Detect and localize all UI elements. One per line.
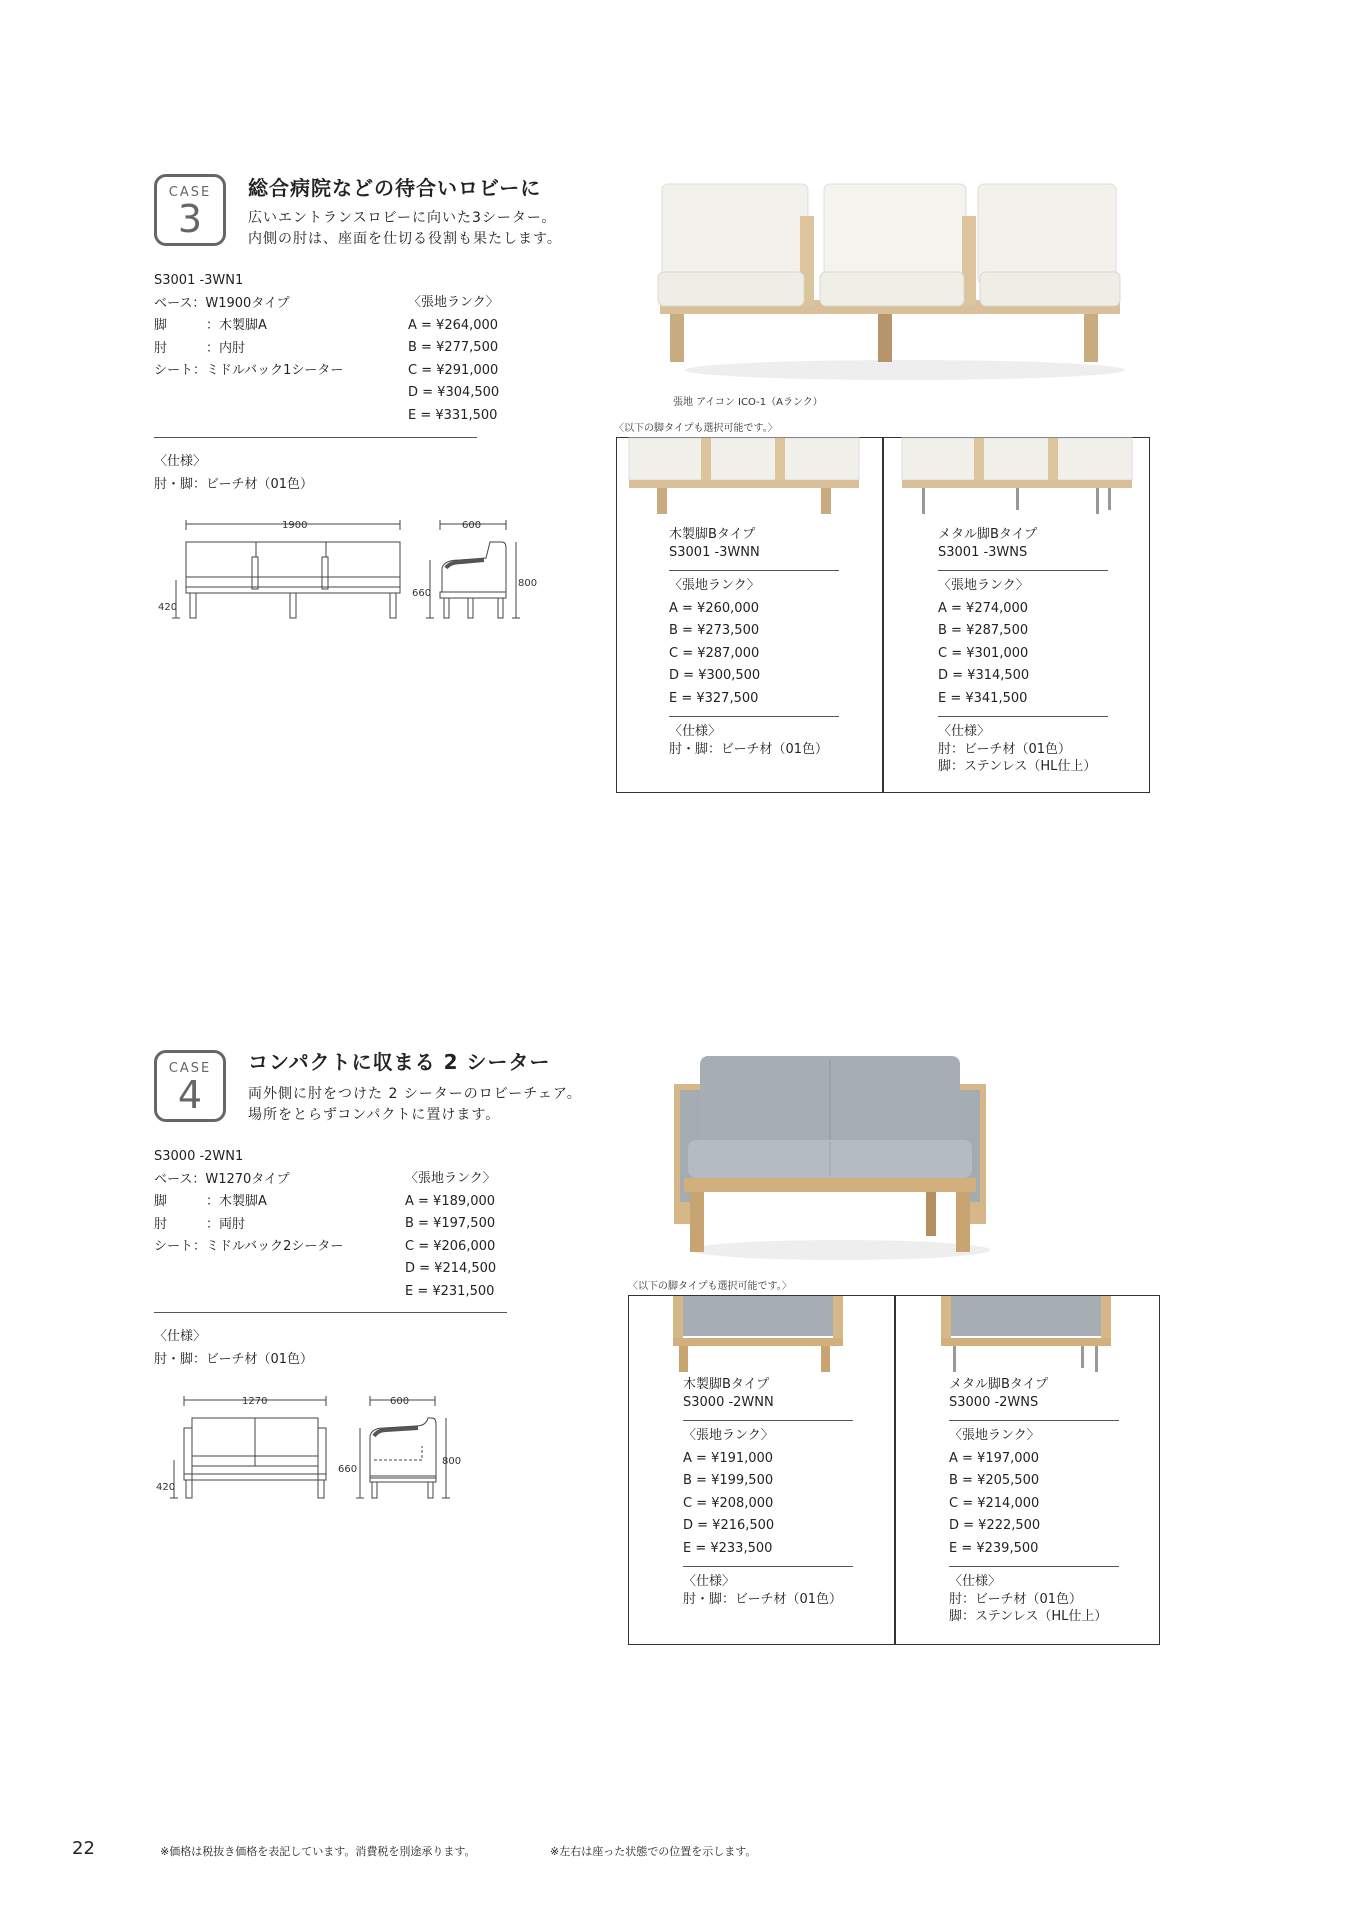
dim-seat-height: 420 (158, 602, 178, 613)
shiyou-text: 脚：ステンレス（HL仕上） (949, 1609, 1108, 1624)
case4-shiyou (154, 1326, 313, 1371)
rank-price: E = ¥331,500 (408, 407, 498, 423)
case-label: CASE (168, 185, 212, 200)
spec-value: 両肘 (219, 1216, 246, 1232)
shiyou-text: 肘・脚：ビーチ材（01色） (154, 1351, 314, 1367)
spec-key: 脚 (154, 318, 168, 333)
spec-row: 肘 ：両肘 (154, 1214, 343, 1237)
divider (949, 1420, 1119, 1421)
option-metal-leg-b (949, 1374, 1119, 1629)
case3-spec-list (154, 270, 343, 383)
shiyou-text: 肘・脚：ビーチ材（01色） (669, 741, 829, 757)
metal-leg-b-photo (902, 438, 1132, 518)
option-type: メタル脚Bタイプ (949, 1377, 1049, 1392)
spec-value: W1270タイプ (205, 1171, 290, 1187)
rank-price: E = ¥239,500 (949, 1540, 1039, 1556)
rank-title: 〈張地ランク〉 (683, 1428, 774, 1443)
case4-badge (154, 1050, 226, 1122)
case3-options-box (616, 437, 1150, 793)
dim-arm-height: 660 (412, 588, 432, 599)
shiyou-text: 肘・脚：ビーチ材（01色） (683, 1591, 843, 1607)
case4-spec-list (154, 1146, 343, 1259)
case4-product-photo (660, 1044, 1000, 1266)
divider (669, 570, 839, 571)
case4-description (248, 1084, 582, 1126)
rank-price: A = ¥191,000 (683, 1450, 774, 1466)
option-model: S3000 -2WNN (683, 1394, 774, 1410)
case4-dimension-drawing (150, 1388, 480, 1518)
option-model: S3001 -3WNS (938, 544, 1028, 560)
rank-title: 〈張地ランク〉 (408, 295, 499, 310)
desc-line: 内側の肘は、座面を仕切る役割も果たします。 (248, 231, 562, 247)
column-divider (882, 438, 884, 792)
dim-depth: 600 (390, 1396, 410, 1407)
spec-row: 肘 ：内肘 (154, 338, 343, 361)
divider (938, 716, 1108, 717)
rank-price: D = ¥314,500 (938, 668, 1030, 683)
divider (154, 437, 477, 438)
dim-width: 1900 (282, 520, 308, 531)
rank-title: 〈張地ランク〉 (949, 1428, 1040, 1443)
metal-leg-b-photo (941, 1296, 1111, 1376)
dim-height: 800 (442, 1456, 462, 1467)
shiyou-title: 〈仕様〉 (154, 454, 207, 469)
case-number: 3 (177, 197, 203, 241)
case4-rank-list (405, 1168, 496, 1303)
case-number: 4 (177, 1073, 203, 1117)
spec-row: 脚 ：木製脚A (154, 1191, 343, 1214)
rank-price: D = ¥216,500 (683, 1518, 775, 1533)
rank-price: B = ¥287,500 (938, 623, 1029, 638)
case3-product-photo (640, 170, 1140, 390)
rank-price: C = ¥287,000 (669, 645, 760, 661)
case3-shiyou (154, 451, 313, 496)
page-number: 22 (72, 1838, 95, 1859)
rank-price: C = ¥214,000 (949, 1495, 1040, 1511)
case3-dimension-drawing (150, 512, 538, 642)
rank-price: E = ¥341,500 (938, 690, 1028, 706)
rank-price: A = ¥264,000 (408, 317, 499, 333)
spec-key: 肘 (154, 340, 168, 356)
desc-line: 広いエントランスロビーに向いた3シーター。 (248, 210, 557, 226)
dim-height: 800 (518, 578, 538, 589)
option-model: S3000 -2WNS (949, 1394, 1039, 1410)
spec-value: 木製脚A (219, 1194, 267, 1209)
spec-key: シート (154, 1239, 194, 1254)
rank-price: A = ¥189,000 (405, 1193, 496, 1209)
spec-row: シート：ミドルバック1シーター (154, 363, 344, 378)
option-wood-leg-b (669, 524, 839, 761)
rank-price: C = ¥301,000 (938, 645, 1029, 661)
rank-price: B = ¥197,500 (405, 1216, 496, 1231)
rank-price: C = ¥291,000 (408, 362, 499, 378)
case-label: CASE (168, 1061, 212, 1076)
option-type: メタル脚Bタイプ (938, 527, 1038, 542)
rank-price: C = ¥206,000 (405, 1238, 496, 1254)
wood-leg-b-photo (629, 438, 859, 518)
model-number: S3001 -3WN1 (154, 273, 244, 288)
spec-value: ミドルバック1シーター (206, 363, 344, 378)
footer-note-tax: ※価格は税抜き価格を表記しています。消費税を別途承ります。 (160, 1845, 476, 1858)
spec-key: ベース (154, 1171, 193, 1187)
option-type: 木製脚Bタイプ (683, 1377, 770, 1392)
photo-caption: 張地 アイコン ICO-1（Aランク） (673, 397, 823, 408)
spec-row: ベース：W1900タイプ (154, 295, 290, 311)
rank-price: B = ¥199,500 (683, 1473, 774, 1488)
options-note: 〈以下の脚タイプも選択可能です。〉 (614, 423, 778, 434)
spec-value: 内肘 (219, 340, 246, 356)
rank-price: E = ¥231,500 (405, 1283, 495, 1299)
divider (949, 1566, 1119, 1567)
spec-row: ベース：W1270タイプ (154, 1171, 290, 1187)
case4-title: コンパクトに収まる 2 シーター (248, 1050, 551, 1074)
model-number: S3000 -2WN1 (154, 1149, 244, 1164)
rank-price: D = ¥300,500 (669, 668, 761, 683)
rank-price: D = ¥222,500 (949, 1518, 1041, 1533)
spec-value: 木製脚A (219, 318, 267, 333)
shiyou-title: 〈仕様〉 (683, 1574, 736, 1589)
rank-title: 〈張地ランク〉 (938, 578, 1029, 593)
shiyou-text: 肘：ビーチ材（01色） (949, 1591, 1083, 1607)
rank-title: 〈張地ランク〉 (669, 578, 760, 593)
spec-row: シート：ミドルバック2シーター (154, 1239, 344, 1254)
shiyou-title: 〈仕様〉 (949, 1574, 1002, 1589)
spec-key: 肘 (154, 1216, 168, 1232)
column-divider (894, 1296, 896, 1644)
shiyou-title: 〈仕様〉 (938, 724, 991, 739)
rank-price: E = ¥327,500 (669, 690, 759, 706)
rank-price: D = ¥304,500 (408, 385, 500, 400)
desc-line: 両外側に肘をつけた 2 シーターのロビーチェア。 (248, 1086, 582, 1102)
rank-price: B = ¥273,500 (669, 623, 760, 638)
rank-price: A = ¥197,000 (949, 1450, 1040, 1466)
case3-rank-list (408, 292, 499, 427)
option-type: 木製脚Bタイプ (669, 527, 756, 542)
dim-depth: 600 (462, 520, 482, 531)
rank-price: A = ¥274,000 (938, 600, 1029, 616)
rank-price: A = ¥260,000 (669, 600, 760, 616)
options-note: 〈以下の脚タイプも選択可能です。〉 (628, 1281, 792, 1292)
rank-price: B = ¥277,500 (408, 340, 499, 355)
spec-key: シート (154, 363, 194, 378)
rank-price: C = ¥208,000 (683, 1495, 774, 1511)
option-wood-leg-b (683, 1374, 853, 1611)
spec-value: ミドルバック2シーター (206, 1239, 344, 1254)
spec-row: 脚 ：木製脚A (154, 315, 343, 338)
case3-title: 総合病院などの待合いロビーに (248, 176, 542, 200)
spec-key: ベース (154, 295, 193, 311)
rank-price: E = ¥233,500 (683, 1540, 773, 1556)
spec-value: W1900タイプ (205, 295, 290, 311)
case3-badge (154, 174, 226, 246)
divider (683, 1420, 853, 1421)
spec-key: 脚 (154, 1194, 168, 1209)
divider (683, 1566, 853, 1567)
case3-description (248, 208, 562, 250)
rank-title: 〈張地ランク〉 (405, 1171, 496, 1186)
wood-leg-b-photo (673, 1296, 843, 1376)
desc-line: 場所をとらずコンパクトに置けます。 (248, 1107, 501, 1123)
footer-note-position: ※左右は座った状態での位置を示します。 (550, 1845, 757, 1858)
divider (669, 716, 839, 717)
rank-price: D = ¥214,500 (405, 1261, 497, 1276)
case4-options-box (628, 1295, 1160, 1645)
shiyou-text: 脚：ステンレス（HL仕上） (938, 759, 1097, 774)
shiyou-title: 〈仕様〉 (669, 724, 722, 739)
dim-width: 1270 (242, 1396, 268, 1407)
shiyou-text: 肘：ビーチ材（01色） (938, 741, 1072, 757)
divider (938, 570, 1108, 571)
dim-seat-height: 420 (156, 1482, 176, 1493)
divider (154, 1312, 507, 1313)
dim-arm-height: 660 (338, 1464, 358, 1475)
shiyou-title: 〈仕様〉 (154, 1329, 207, 1344)
option-model: S3001 -3WNN (669, 544, 760, 560)
shiyou-text: 肘・脚：ビーチ材（01色） (154, 476, 314, 492)
rank-price: B = ¥205,500 (949, 1473, 1040, 1488)
option-metal-leg-b (938, 524, 1108, 779)
